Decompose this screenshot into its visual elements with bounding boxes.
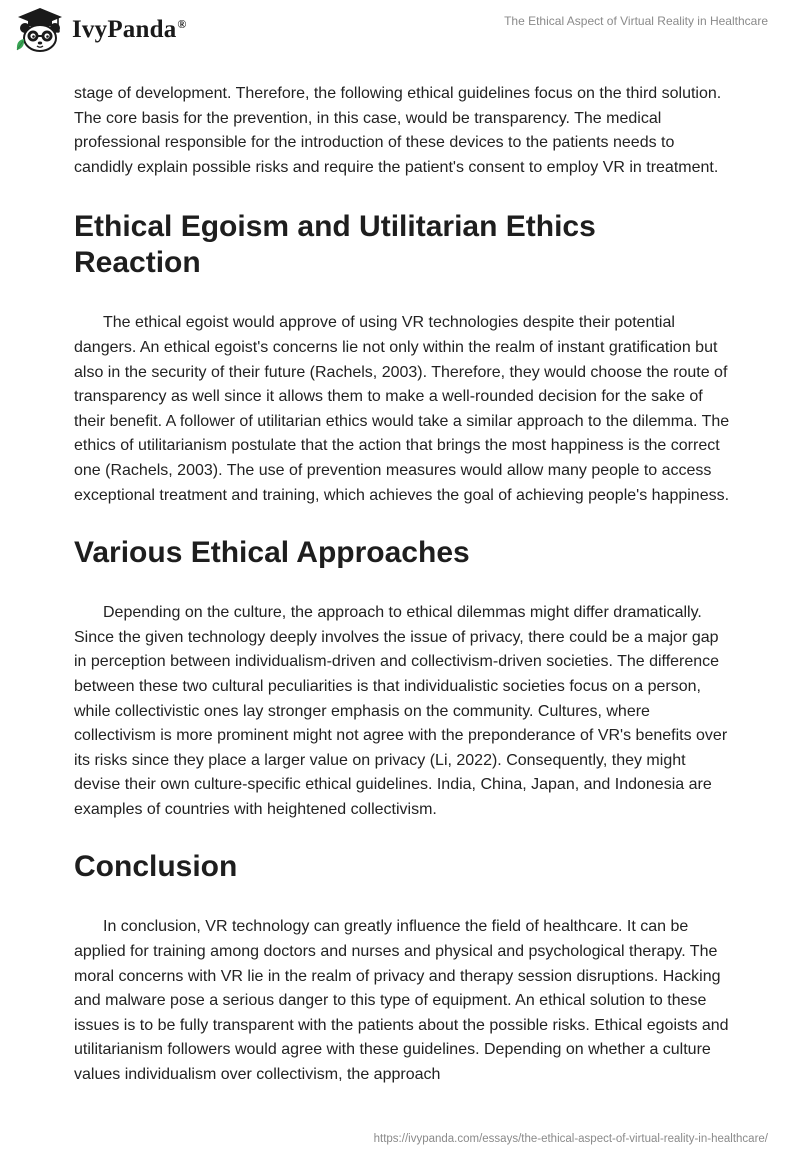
- section-heading-ethical-approaches: Various Ethical Approaches: [74, 536, 470, 570]
- document-title: The Ethical Aspect of Virtual Reality in Healthcare: [504, 14, 768, 28]
- source-url-link[interactable]: https://ivypanda.com/essays/the-ethical-aspect-of-virtual-reality-in-healthcare/: [373, 1133, 768, 1145]
- logo-wordmark: IvyPanda®: [72, 16, 187, 43]
- ivypanda-logo[interactable]: [14, 6, 187, 54]
- section-heading-conclusion: Conclusion: [74, 850, 238, 884]
- panda-graduate-icon: [14, 6, 66, 54]
- registered-mark: ®: [177, 16, 187, 31]
- section-paragraph-ethical-approaches: Depending on the culture, the approach to ethical dilemmas might differ dramatically. Since the given technology deeply involves the issue of privacy, there could be a major gap in perception between individualism-driven and collectivism-driven societies. The difference between these two cultural peculiarities is that individualistic societies focus on a person, while collectivistic ones lay stronger emphasis on the community. Cultures, where collectivism is more prominent might not agree with the preponderance of VR's benefits over its risks since they place a larger value on privacy (Li, 2022). Consequently, they might devise their own culture-specific ethical guidelines. India, China, Japan, and Indonesia are examples of countries with heightened collectivism.: [74, 604, 728, 818]
- intro-paragraph: stage of development. Therefore, the following ethical guidelines focus on the third solution. The core basis for the prevention, in this case, would be transparency. The medical professional responsible for the introduction of these devices to the patients needs to candidly explain possible risks and require the patient's consent to employ VR in treatment.: [74, 85, 722, 176]
- section-paragraph-egoism-utilitarian: The ethical egoist would approve of using VR technologies despite their potential dangers. An ethical egoist's concerns lie not only within the realm of instant gratification but also in the security of their future (Rachels, 2003). Therefore, they would choose the route of transparency as well since it allows them to make a well-rounded decision for the sake of their benefit. A follower of utilitarian ethics would take a similar approach to the dilemma. The ethics of utilitarianism postulate that the action that brings the most happiness is the correct one (Rachels, 2003). The use of prevention measures would allow many people to access exceptional treatment and training, which achieves the goal of achieving people's happiness.: [74, 314, 730, 504]
- essay-content: [74, 70, 730, 1088]
- section-heading-egoism-utilitarian: Ethical Egoism and Utilitarian Ethics Reaction: [74, 210, 596, 280]
- section-paragraph-conclusion: In conclusion, VR technology can greatly influence the field of healthcare. It can be applied for training among doctors and nurses and physical and psychological therapy. The moral concerns with VR lie in the realm of privacy and therapy session disruptions. Hacking and malware pose a serious danger to this type of equipment. An ethical solution to these issues is to be fully transparent with the patients about the possible risks. Ethical egoists and utilitarianism followers would agree with these guidelines. Depending on whether a culture values individualism over collectivism, the approach: [74, 918, 729, 1084]
- page-header: [0, 0, 800, 70]
